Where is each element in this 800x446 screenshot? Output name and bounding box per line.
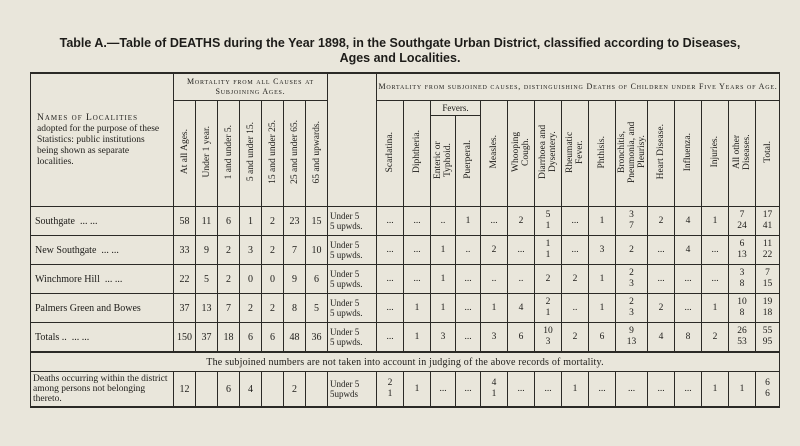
cell-cause: 3 8 xyxy=(729,265,756,294)
cell-age: 12 xyxy=(174,372,196,408)
cell-age: 37 xyxy=(196,323,218,353)
cell-cause: 1 xyxy=(589,294,616,323)
cell-age: 5 xyxy=(196,265,218,294)
cell-cause: 5 1 xyxy=(535,207,562,236)
note-text: The subjoined numbers are not taken into account in judging of the above records of mortality. xyxy=(31,352,780,372)
cell-cause: ... xyxy=(456,372,481,408)
cell-age: 9 xyxy=(196,236,218,265)
cell-age: 36 xyxy=(306,323,328,353)
cell-cause: 2 xyxy=(481,236,508,265)
cell-age: 6 xyxy=(240,323,262,353)
col-header-diphtheria: Diphtheria. xyxy=(404,101,431,207)
cell-age: 33 xyxy=(174,236,196,265)
col-header-rheumatic-fever: Rheumatic Fever. xyxy=(562,101,589,207)
title-line-1: Table A.—Table of DEATHS during the Year 1898, in the Southgate Urban District, classified according to Diseases, xyxy=(59,36,741,50)
cell-cause: 3 xyxy=(589,236,616,265)
cell-age: 2 xyxy=(262,294,284,323)
cell-cause: 1 1 xyxy=(535,236,562,265)
cell-cause: ... xyxy=(404,236,431,265)
col-header-enteric: Enteric or Typhoid. xyxy=(431,116,456,207)
cell-cause: ... xyxy=(675,372,702,408)
cell-age: 11 xyxy=(196,207,218,236)
cell-cause: 10 3 xyxy=(535,323,562,353)
cell-total: 7 15 xyxy=(756,265,780,294)
col-header-phthisis: Phthisis. xyxy=(589,101,616,207)
cell-cause: 1 xyxy=(729,372,756,408)
cell-cause: ... xyxy=(404,207,431,236)
cell-cause: ... xyxy=(431,372,456,408)
cell-cause: 1 xyxy=(404,323,431,353)
cell-cause: ... xyxy=(702,265,729,294)
cell-age: 13 xyxy=(196,294,218,323)
cell-age: 37 xyxy=(174,294,196,323)
cell-cause: 1 xyxy=(589,265,616,294)
cell-cause: 1 xyxy=(404,294,431,323)
col-header-age-4: 15 and under 25. xyxy=(262,101,284,207)
cell-cause: 2 1 xyxy=(377,372,404,408)
group-all-causes: Mortality from all Causes at Subjoining Ages. xyxy=(174,73,328,101)
cell-age xyxy=(196,372,218,408)
cell-age: 150 xyxy=(174,323,196,353)
cell-age: 22 xyxy=(174,265,196,294)
col-header-age-3: 5 and under 15. xyxy=(240,101,262,207)
row-name: Totals .. ... ... xyxy=(31,323,174,353)
cell-cause: .. xyxy=(481,265,508,294)
cell-cause: 3 xyxy=(481,323,508,353)
cell-cause: ... xyxy=(589,372,616,408)
group-subjoined-causes: Mortality from subjoined causes, distinguishing Deaths of Children under Five Years of Age. xyxy=(377,73,780,101)
deaths-table xyxy=(30,72,780,408)
cell-cause: 3 xyxy=(431,323,456,353)
cell-cause: 9 13 xyxy=(616,323,648,353)
cell-age: 10 xyxy=(306,236,328,265)
cell-cause: 4 xyxy=(675,207,702,236)
col-header-age-1: Under 1 year. xyxy=(196,101,218,207)
cell-age: 58 xyxy=(174,207,196,236)
cell-age: 6 xyxy=(262,323,284,353)
cell-total: 6 6 xyxy=(756,372,780,408)
split-header-blank xyxy=(328,73,377,207)
cell-cause: 4 xyxy=(648,323,675,353)
cell-age: 7 xyxy=(284,236,306,265)
table-row-palmers-green xyxy=(31,294,780,323)
cell-cause: 2 xyxy=(562,265,589,294)
row-name: Winchmore Hill ... ... xyxy=(31,265,174,294)
cell-age: 1 xyxy=(240,207,262,236)
col-header-age-6: 65 and upwards. xyxy=(306,101,328,207)
cell-age: 3 xyxy=(240,236,262,265)
cell-cause: 1 xyxy=(481,294,508,323)
cell-age: 2 xyxy=(218,265,240,294)
cell-cause: ... xyxy=(481,207,508,236)
split-label: Under 5 5 upwds. xyxy=(328,207,377,236)
cell-age: 2 xyxy=(218,236,240,265)
table-row-totals xyxy=(31,323,780,353)
table-row-winchmore-hill xyxy=(31,265,780,294)
cell-cause: .. xyxy=(508,265,535,294)
cell-cause: 3 7 xyxy=(616,207,648,236)
cell-cause: 2 1 xyxy=(535,294,562,323)
cell-cause: ... xyxy=(535,372,562,408)
cell-cause: ... xyxy=(456,323,481,353)
cell-cause: 1 xyxy=(404,372,431,408)
cell-cause: 4 xyxy=(508,294,535,323)
col-header-measles: Measles. xyxy=(481,101,508,207)
cell-cause: ... xyxy=(616,372,648,408)
cell-cause: 1 xyxy=(431,236,456,265)
col-header-scarlatina: Scarlatina. xyxy=(377,101,404,207)
cell-cause: 2 xyxy=(702,323,729,353)
cell-age: 5 xyxy=(306,294,328,323)
cell-age: 7 xyxy=(218,294,240,323)
cell-age: 2 xyxy=(240,294,262,323)
col-header-all-other: All other Diseases. xyxy=(729,101,756,207)
cell-cause: .. xyxy=(431,207,456,236)
cell-age: 4 xyxy=(240,372,262,408)
cell-cause: 1 xyxy=(431,265,456,294)
cell-cause: ... xyxy=(456,265,481,294)
cell-cause: 4 xyxy=(675,236,702,265)
col-header-heart-disease: Heart Disease. xyxy=(648,101,675,207)
cell-cause: 2 xyxy=(508,207,535,236)
row-name: Southgate ... ... xyxy=(31,207,174,236)
split-label: Under 5 5 upwds. xyxy=(328,294,377,323)
col-header-diarrhoea: Diarrhoea and Dysentery. xyxy=(535,101,562,207)
cell-age: 9 xyxy=(284,265,306,294)
col-header-age-5: 25 and under 65. xyxy=(284,101,306,207)
cell-cause: 1 xyxy=(589,207,616,236)
row-name: New Southgate ... ... xyxy=(31,236,174,265)
cell-cause: ... xyxy=(508,372,535,408)
cell-cause: ... xyxy=(562,236,589,265)
cell-cause: 6 xyxy=(589,323,616,353)
cell-total: 19 18 xyxy=(756,294,780,323)
table-row-southgate xyxy=(31,207,780,236)
note-row xyxy=(31,352,780,372)
cell-age: 6 xyxy=(306,265,328,294)
cell-cause: ... xyxy=(508,236,535,265)
col-header-whooping-cough: Whooping Cough. xyxy=(508,101,535,207)
split-label: Under 5 5upwds xyxy=(328,372,377,408)
cell-cause: 2 xyxy=(648,207,675,236)
cell-cause: 2 xyxy=(616,236,648,265)
cell-cause: 2 xyxy=(535,265,562,294)
table-title xyxy=(30,36,770,66)
cell-cause: 26 53 xyxy=(729,323,756,353)
cell-total: 11 22 xyxy=(756,236,780,265)
cell-total: 55 95 xyxy=(756,323,780,353)
cell-age: 8 xyxy=(284,294,306,323)
cell-cause: ... xyxy=(377,207,404,236)
cell-age: 2 xyxy=(262,207,284,236)
table-row-new-southgate xyxy=(31,236,780,265)
cell-cause: ... xyxy=(456,294,481,323)
cell-cause: 6 13 xyxy=(729,236,756,265)
cell-cause: .. xyxy=(456,236,481,265)
col-header-bronchitis: Bronchitis, Pneumonia, and Pleurisy. xyxy=(616,101,648,207)
cell-cause: ... xyxy=(648,236,675,265)
cell-cause: ... xyxy=(404,265,431,294)
cell-cause: .. xyxy=(562,294,589,323)
cell-age: 2 xyxy=(262,236,284,265)
cell-cause: ... xyxy=(377,236,404,265)
cell-age xyxy=(306,372,328,408)
cell-cause: 6 xyxy=(508,323,535,353)
cell-cause: 2 3 xyxy=(616,265,648,294)
cell-age: 0 xyxy=(240,265,262,294)
col-header-age-2: 1 and under 5. xyxy=(218,101,240,207)
col-header-influenza: Influenza. xyxy=(675,101,702,207)
table-row-non-residents xyxy=(31,372,780,408)
split-label: Under 5 5 upwds. xyxy=(328,265,377,294)
cell-age: 18 xyxy=(218,323,240,353)
cell-cause: 2 xyxy=(562,323,589,353)
cell-cause: 2 3 xyxy=(616,294,648,323)
cell-cause: 1 xyxy=(702,207,729,236)
col-header-puerperal: Puerperal. xyxy=(456,116,481,207)
cell-cause: 1 xyxy=(702,372,729,408)
title-line-2: Ages and Localities. xyxy=(339,51,461,65)
cell-age: 15 xyxy=(306,207,328,236)
cell-cause: ... xyxy=(675,265,702,294)
cell-cause: ... xyxy=(675,294,702,323)
cell-cause: 1 xyxy=(562,372,589,408)
row-name: Palmers Green and Bowes xyxy=(31,294,174,323)
cell-cause: 1 xyxy=(431,294,456,323)
cell-cause: ... xyxy=(648,265,675,294)
col-header-fevers: Fevers. xyxy=(431,101,481,116)
cell-cause: 7 24 xyxy=(729,207,756,236)
cell-age: 2 xyxy=(284,372,306,408)
localities-header xyxy=(31,73,174,207)
split-label: Under 5 5 upwds. xyxy=(328,323,377,353)
cell-cause: ... xyxy=(562,207,589,236)
cell-cause: ... xyxy=(377,323,404,353)
cell-age: 48 xyxy=(284,323,306,353)
cell-total: 17 41 xyxy=(756,207,780,236)
cell-cause: 1 xyxy=(456,207,481,236)
localities-title: Names of Localities xyxy=(37,112,138,123)
cell-cause: 8 xyxy=(675,323,702,353)
header-row-1 xyxy=(31,73,780,101)
col-header-injuries: Injuries. xyxy=(702,101,729,207)
cell-cause: 2 xyxy=(648,294,675,323)
cell-cause: 10 8 xyxy=(729,294,756,323)
cell-cause: ... xyxy=(702,236,729,265)
cell-age: 6 xyxy=(218,372,240,408)
cell-age: 23 xyxy=(284,207,306,236)
col-header-total: Total. xyxy=(756,101,780,207)
localities-desc: adopted for the purpose of these Statistics: public institutions being shown as separate localities. xyxy=(37,123,160,167)
cell-cause: ... xyxy=(377,265,404,294)
cell-cause: ... xyxy=(377,294,404,323)
cell-cause: ... xyxy=(648,372,675,408)
cell-age xyxy=(262,372,284,408)
cell-cause: 4 1 xyxy=(481,372,508,408)
split-label: Under 5 5 upwds. xyxy=(328,236,377,265)
cell-age: 6 xyxy=(218,207,240,236)
cell-age: 0 xyxy=(262,265,284,294)
col-header-age-0: At all Ages. xyxy=(174,101,196,207)
cell-cause: 1 xyxy=(702,294,729,323)
row-name: Deaths occurring within the district among persons not belonging thereto. xyxy=(31,372,174,408)
